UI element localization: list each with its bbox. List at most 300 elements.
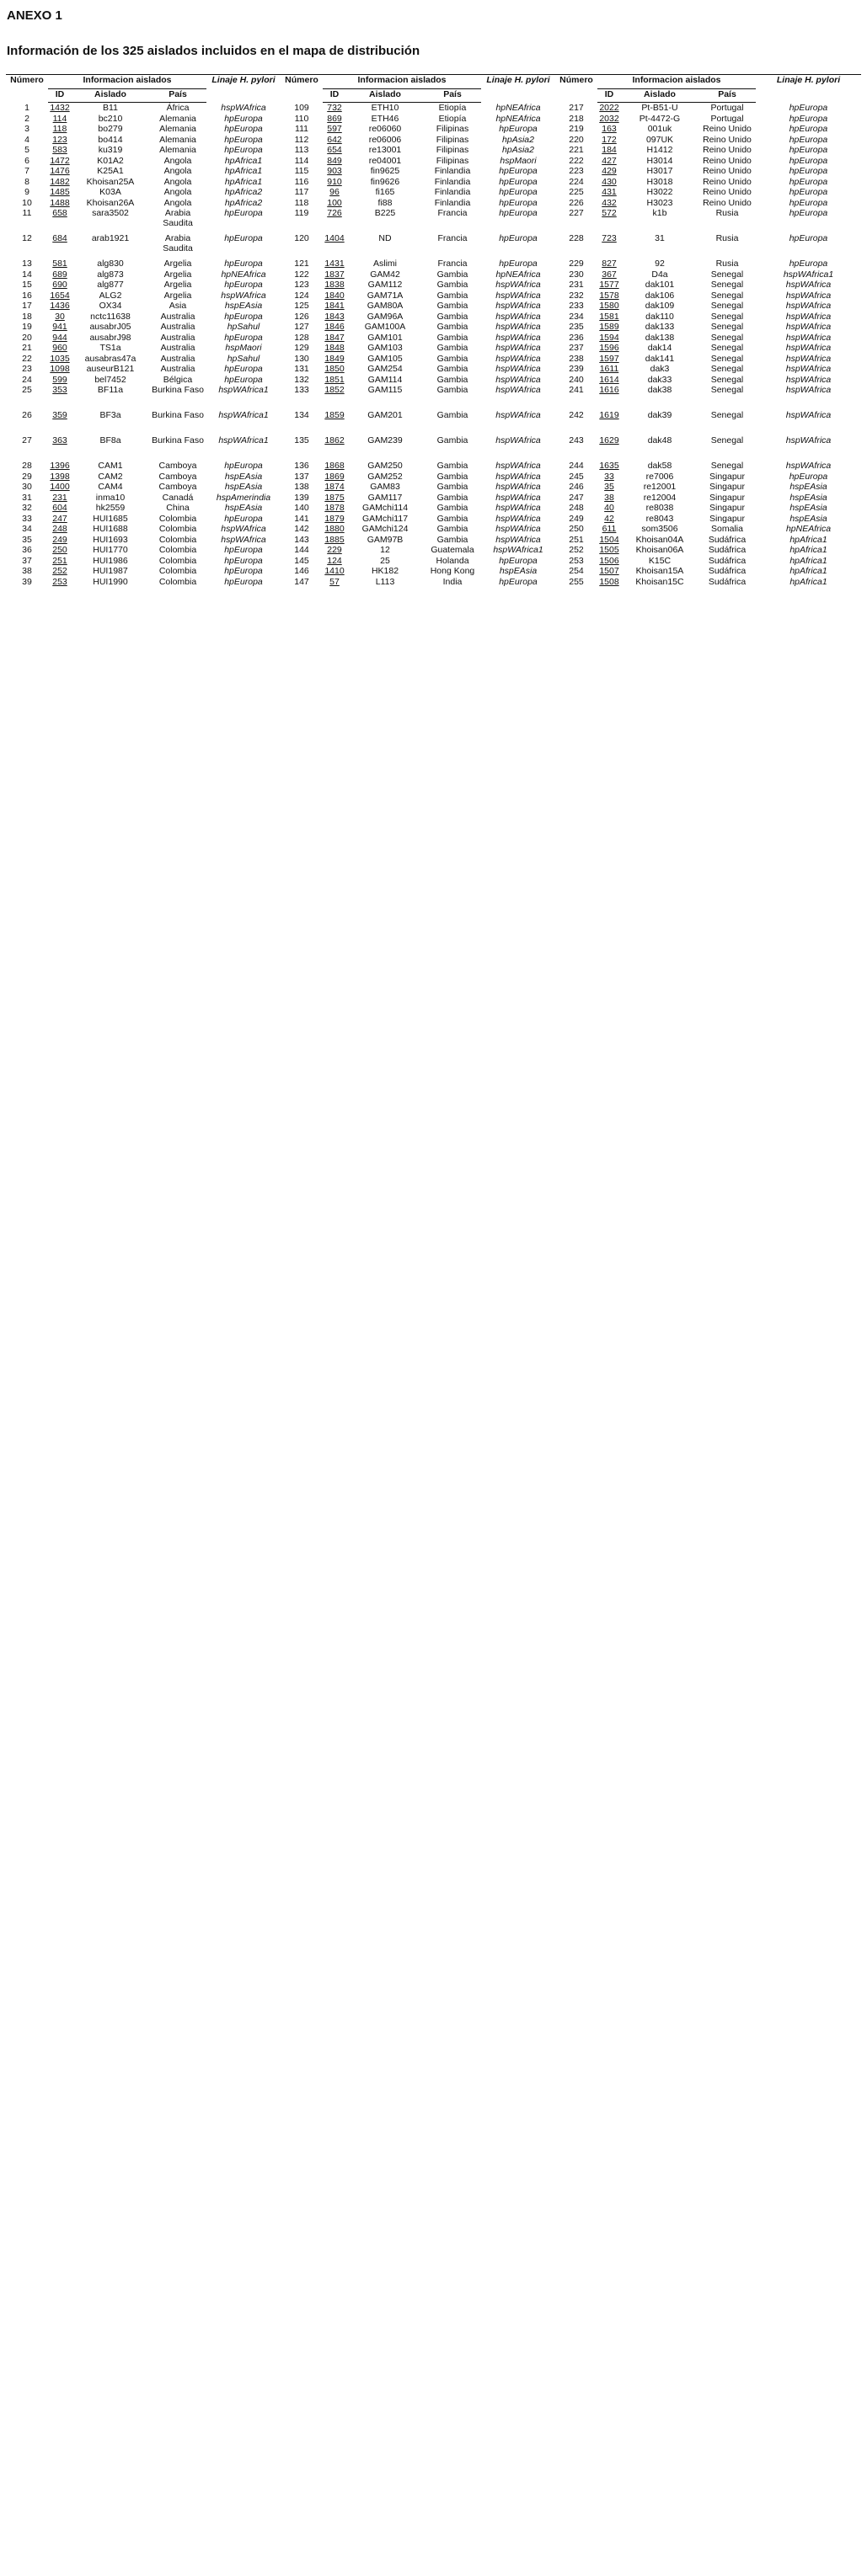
cell-number: 238 — [569, 353, 584, 364]
cell-id: 1581 — [599, 311, 619, 322]
cell-aislado: fi165 — [375, 187, 395, 197]
cell-linaje: hpEuropa — [224, 134, 263, 145]
cell-pais: Alemania — [159, 124, 196, 134]
cell-aislado: OX34 — [99, 301, 122, 311]
cell-id: 1476 — [50, 166, 70, 176]
header-pais-3: País — [698, 89, 756, 103]
cell-aislado: GAM103 — [367, 343, 403, 353]
cell-linaje: hpEuropa — [224, 124, 263, 134]
cell-aislado: dak14 — [647, 343, 672, 353]
cell-id: 229 — [327, 545, 342, 555]
cell-linaje: hpAfrica1 — [789, 555, 827, 566]
cell-linaje: hpEuropa — [789, 113, 828, 124]
cell-aislado: H3018 — [646, 176, 673, 187]
table-row — [6, 493, 861, 504]
table-row — [6, 385, 861, 410]
cell-number: 32 — [22, 503, 32, 513]
cell-id: 1885 — [324, 534, 345, 545]
cell-aislado: BF11a — [97, 385, 124, 395]
cell-pais: Australia — [160, 364, 195, 374]
cell-linaje: hpEuropa — [789, 259, 828, 269]
cell-number: 243 — [569, 435, 584, 445]
cell-pais: Senegal — [710, 280, 744, 290]
cell-aislado: re8038 — [645, 503, 674, 513]
cell-id: 1098 — [50, 364, 70, 374]
cell-linaje: hspEAsia — [789, 482, 827, 492]
table-row — [6, 545, 861, 556]
cell-aislado: GAMchi124 — [361, 524, 409, 534]
cell-pais: Alemania — [159, 113, 196, 124]
cell-linaje: hspWAfrica — [785, 353, 832, 364]
cell-id: 1597 — [599, 353, 619, 364]
cell-id: 42 — [604, 513, 614, 524]
cell-number: 112 — [294, 134, 309, 145]
cell-aislado: re04001 — [368, 155, 402, 166]
cell-aislado: ETH10 — [371, 103, 399, 113]
cell-linaje: hpNEAfrica — [785, 524, 832, 534]
cell-linaje: hpEuropa — [224, 513, 263, 524]
cell-linaje: hpAfrica1 — [224, 176, 263, 187]
cell-number: 33 — [22, 513, 32, 524]
cell-number: 29 — [22, 471, 32, 482]
cell-pais: Gambia — [436, 311, 468, 322]
cell-id: 1580 — [599, 301, 619, 311]
cell-id: 1879 — [324, 513, 345, 524]
cell-id: 1850 — [324, 364, 345, 374]
cell-aislado: CAM1 — [98, 461, 123, 471]
cell-pais: Gambia — [436, 301, 468, 311]
cell-id: 1619 — [599, 410, 619, 420]
cell-linaje: hpEuropa — [224, 545, 263, 555]
cell-linaje: hpEuropa — [789, 233, 828, 243]
cell-linaje: hpAfrica1 — [789, 566, 827, 576]
cell-linaje: hpAfrica1 — [224, 155, 263, 166]
cell-linaje: hspMaori — [225, 343, 262, 353]
cell-number: 220 — [569, 134, 584, 145]
cell-linaje: hspEAsia — [789, 492, 827, 503]
table-row — [6, 524, 861, 535]
cell-number: 2 — [24, 113, 29, 124]
cell-pais: Angola — [163, 197, 192, 208]
table-row — [6, 556, 861, 567]
table-row — [6, 291, 861, 301]
cell-id: 2032 — [599, 113, 619, 124]
cell-pais: Gambia — [436, 364, 468, 374]
cell-linaje: hspWAfrica — [495, 385, 541, 395]
cell-pais: Senegal — [710, 435, 744, 445]
cell-linaje: hspWAfrica — [221, 102, 266, 113]
table-row — [6, 114, 861, 125]
cell-aislado: dak110 — [645, 311, 674, 322]
cell-number: 227 — [569, 208, 584, 218]
cell-number: 5 — [24, 145, 29, 155]
cell-pais: Australia — [160, 322, 195, 332]
cell-pais: Somalia — [711, 524, 743, 534]
cell-linaje: hpEuropa — [789, 124, 828, 134]
cell-pais: Gambia — [436, 410, 468, 420]
table-row — [6, 124, 861, 135]
header-linaje-1: Linaje H. pylori — [206, 75, 281, 103]
cell-number: 24 — [22, 374, 32, 385]
cell-aislado: Khoisan25A — [86, 176, 135, 187]
cell-linaje: hpEuropa — [224, 461, 263, 471]
cell-aislado: nctc11638 — [90, 311, 131, 322]
cell-pais: Guatemala — [431, 545, 474, 555]
cell-number: 3 — [24, 124, 29, 134]
cell-pais: Etiopía — [438, 113, 467, 124]
cell-aislado: re8043 — [645, 513, 674, 524]
cell-linaje: hpEuropa — [499, 166, 538, 176]
cell-pais: Alemania — [159, 134, 196, 145]
cell-linaje: hpEuropa — [789, 208, 828, 218]
table-row — [6, 333, 861, 344]
cell-number: 14 — [22, 269, 32, 280]
cell-id: 252 — [52, 566, 67, 576]
cell-id: 40 — [604, 503, 614, 513]
header-pais-2: País — [424, 89, 481, 103]
cell-id: 1432 — [50, 103, 70, 113]
cell-pais: Senegal — [710, 269, 744, 280]
cell-number: 15 — [22, 280, 32, 290]
table-row — [6, 375, 861, 386]
cell-aislado: HUI1986 — [93, 555, 128, 566]
cell-aislado: re12001 — [643, 482, 677, 492]
cell-linaje: hpEuropa — [224, 311, 263, 322]
cell-aislado: HUI1770 — [93, 545, 128, 555]
header-info-2: Informacion aislados — [323, 75, 481, 89]
cell-aislado: Khoisan04A — [635, 534, 684, 545]
cell-number: 26 — [22, 410, 32, 420]
cell-linaje: hspWAfrica — [495, 322, 541, 332]
cell-number: 240 — [569, 374, 584, 385]
cell-number: 242 — [569, 410, 584, 420]
cell-id: 430 — [602, 176, 617, 187]
cell-aislado: dak39 — [647, 410, 672, 420]
cell-pais: Angola — [163, 155, 192, 166]
cell-number: 127 — [294, 322, 309, 332]
cell-number: 31 — [22, 492, 32, 503]
cell-number: 140 — [294, 503, 309, 513]
cell-pais: Finlandia — [434, 187, 471, 197]
cell-id: 572 — [602, 208, 617, 218]
cell-id: 1594 — [599, 332, 619, 343]
cell-pais: Filipinas — [436, 134, 469, 145]
cell-aislado: HUI1685 — [93, 513, 128, 524]
cell-number: 245 — [569, 471, 584, 482]
cell-id: 1635 — [599, 461, 619, 471]
cell-pais: Arabia Saudita — [163, 208, 193, 228]
cell-number: 6 — [24, 155, 29, 166]
cell-pais: Singapur — [709, 482, 746, 492]
cell-linaje: hspWAfrica1 — [783, 269, 834, 280]
cell-aislado: 25 — [380, 555, 390, 566]
table-row — [6, 280, 861, 291]
cell-number: 22 — [22, 353, 32, 364]
cell-linaje: hspWAfrica — [785, 374, 832, 385]
cell-linaje: hspWAfrica — [221, 534, 266, 545]
cell-linaje: hpEuropa — [499, 259, 538, 269]
cell-linaje: hpEuropa — [224, 280, 263, 290]
table-row — [6, 461, 861, 472]
header-linaje-2: Linaje H. pylori — [481, 75, 555, 103]
cell-number: 35 — [22, 534, 32, 545]
cell-linaje: hpEuropa — [789, 155, 828, 166]
cell-aislado: GAM114 — [367, 374, 403, 385]
cell-number: 229 — [569, 259, 584, 269]
cell-number: 143 — [294, 534, 309, 545]
cell-aislado: GAM115 — [367, 385, 403, 395]
cell-linaje: hpEuropa — [224, 208, 263, 218]
cell-linaje: hspWAfrica — [785, 332, 832, 343]
cell-linaje: hpEuropa — [499, 555, 538, 566]
cell-linaje: hspWAfrica — [221, 524, 266, 534]
cell-id: 1506 — [599, 555, 619, 566]
cell-aislado: alg830 — [97, 259, 124, 269]
cell-id: 231 — [52, 492, 67, 503]
cell-pais: Bélgica — [163, 374, 193, 385]
cell-pais: Gambia — [436, 482, 468, 492]
cell-number: 119 — [294, 208, 309, 218]
cell-id: 611 — [602, 524, 617, 534]
cell-number: 8 — [24, 176, 29, 187]
cell-pais: Gambia — [436, 269, 468, 280]
cell-linaje: hspWAfrica — [785, 311, 832, 322]
cell-id: 642 — [327, 134, 342, 145]
cell-number: 21 — [22, 343, 32, 353]
cell-number: 114 — [294, 155, 309, 166]
cell-aislado: arab1921 — [91, 233, 130, 243]
cell-aislado: H3014 — [646, 155, 673, 166]
cell-aislado: ausabrJ05 — [89, 322, 131, 332]
cell-pais: Canadá — [162, 492, 194, 503]
cell-aislado: L113 — [375, 576, 395, 587]
cell-aislado: dak101 — [645, 280, 675, 290]
cell-linaje: hspWAfrica — [495, 471, 541, 482]
cell-number: 241 — [569, 385, 584, 395]
header-numero-1: Número — [6, 75, 48, 103]
cell-pais: Sudáfrica — [708, 534, 747, 545]
cell-id: 1859 — [324, 410, 345, 420]
cell-aislado: GAMchi117 — [361, 513, 409, 524]
table-row — [6, 187, 861, 198]
table-row — [6, 514, 861, 525]
cell-pais: Reino Unido — [703, 155, 752, 166]
cell-pais: Colombia — [158, 524, 197, 534]
cell-pais: Gambia — [436, 461, 468, 471]
cell-aislado: HUI1990 — [93, 576, 128, 587]
cell-id: 1614 — [599, 374, 619, 385]
cell-id: 2022 — [599, 103, 619, 113]
cell-number: 38 — [22, 566, 32, 576]
cell-id: 1504 — [599, 534, 619, 545]
cell-number: 125 — [294, 301, 309, 311]
table-row — [6, 233, 861, 259]
table-row — [6, 322, 861, 333]
cell-linaje: hspWAfrica — [495, 364, 541, 374]
cell-id: 250 — [52, 545, 67, 555]
cell-number: 121 — [294, 259, 309, 269]
cell-aislado: dak141 — [645, 353, 675, 364]
table-row — [6, 177, 861, 188]
header-aislado-3: Aislado — [621, 89, 698, 103]
cell-pais: Rusia — [715, 259, 739, 269]
cell-aislado: Khoisan15A — [635, 566, 684, 576]
cell-id: 1874 — [324, 482, 345, 492]
cell-linaje: hpEuropa — [789, 176, 828, 187]
cell-linaje: hspWAfrica — [495, 492, 541, 503]
cell-linaje: hpAfrica1 — [789, 545, 827, 555]
cell-aislado: GAM252 — [367, 471, 403, 482]
cell-linaje: hspWAfrica1 — [218, 385, 269, 395]
cell-aislado: 097UK — [645, 134, 674, 145]
cell-number: 233 — [569, 301, 584, 311]
cell-pais: Reino Unido — [703, 187, 752, 197]
cell-aislado: dak3 — [650, 364, 670, 374]
cell-number: 255 — [569, 576, 584, 587]
cell-id: 172 — [602, 134, 617, 145]
cell-number: 117 — [294, 187, 309, 197]
cell-aislado: bo414 — [98, 134, 123, 145]
header-linaje-3: Linaje H. pylori — [756, 75, 861, 103]
cell-id: 684 — [52, 233, 67, 243]
cell-linaje: hspWAfrica1 — [493, 545, 543, 555]
cell-id: 248 — [52, 524, 67, 534]
cell-linaje: hspEAsia — [499, 566, 538, 576]
cell-number: 133 — [294, 385, 309, 395]
cell-pais: Gambia — [436, 332, 468, 343]
cell-number: 17 — [22, 301, 32, 311]
cell-aislado: bc210 — [98, 113, 123, 124]
cell-number: 23 — [22, 364, 32, 374]
cell-linaje: hpEuropa — [224, 233, 263, 243]
cell-linaje: hspWAfrica — [495, 374, 541, 385]
cell-pais: Gambia — [436, 435, 468, 445]
cell-pais: Colombia — [158, 545, 197, 555]
cell-linaje: hspWAfrica — [495, 503, 541, 513]
cell-pais: Angola — [163, 166, 192, 176]
cell-linaje: hspWAfrica — [495, 524, 541, 534]
table-row — [6, 343, 861, 354]
cell-number: 146 — [294, 566, 309, 576]
cell-number: 7 — [24, 166, 29, 176]
cell-linaje: hspWAfrica1 — [218, 435, 269, 445]
cell-aislado: K01A2 — [97, 155, 124, 166]
cell-number: 228 — [569, 233, 584, 243]
cell-aislado: GAM80A — [367, 301, 404, 311]
cell-linaje: hspWAfrica — [495, 311, 541, 322]
cell-linaje: hpEuropa — [789, 471, 828, 482]
cell-number: 120 — [294, 233, 309, 243]
cell-pais: Gambia — [436, 290, 468, 301]
header-info-3: Informacion aislados — [597, 75, 756, 89]
cell-id: 33 — [604, 471, 614, 482]
cell-number: 1 — [24, 102, 29, 113]
cell-id: 1400 — [50, 482, 70, 492]
cell-aislado: GAM100A — [364, 322, 406, 332]
cell-aislado: GAMchi114 — [361, 503, 409, 513]
cell-aislado: fin9625 — [370, 166, 400, 176]
cell-pais: Gambia — [436, 280, 468, 290]
cell-id: 432 — [602, 197, 617, 208]
cell-number: 134 — [294, 410, 309, 420]
cell-linaje: hpAfrica1 — [789, 534, 827, 545]
cell-number: 116 — [294, 176, 309, 187]
cell-pais: Rusia — [715, 233, 739, 243]
cell-linaje: hspWAfrica — [495, 482, 541, 492]
cell-pais: Etiopía — [438, 103, 467, 113]
cell-linaje: hpNEAfrica — [495, 102, 541, 113]
cell-pais: Senegal — [710, 311, 744, 322]
table-row — [6, 566, 861, 577]
cell-number: 236 — [569, 332, 584, 343]
cell-id: 1431 — [324, 259, 345, 269]
cell-number: 138 — [294, 482, 309, 492]
cell-id: 1869 — [324, 471, 345, 482]
cell-linaje: hpEuropa — [224, 364, 263, 374]
cell-aislado: auseurB121 — [86, 364, 135, 374]
cell-pais: Senegal — [710, 301, 744, 311]
cell-aislado: 92 — [655, 259, 665, 269]
table-row — [6, 410, 861, 435]
cell-id: 96 — [329, 187, 340, 197]
cell-id: 118 — [52, 124, 67, 134]
cell-linaje: hpEuropa — [789, 197, 828, 208]
cell-aislado: re12004 — [643, 492, 677, 503]
cell-pais: Australia — [160, 353, 195, 364]
cell-linaje: hspWAfrica — [495, 461, 541, 471]
cell-pais: Singapur — [709, 503, 746, 513]
cell-aislado: HUI1688 — [93, 524, 128, 534]
table-row — [6, 145, 861, 156]
cell-id: 38 — [604, 492, 614, 503]
cell-id: 849 — [327, 155, 342, 166]
cell-linaje: hspWAfrica — [785, 301, 832, 311]
cell-number: 239 — [569, 364, 584, 374]
cell-aislado: GAM239 — [367, 435, 403, 445]
cell-pais: Senegal — [710, 343, 744, 353]
cell-pais: Camboya — [158, 471, 197, 482]
cell-pais: Arabia Saudita — [163, 233, 193, 253]
cell-linaje: hpSahul — [227, 353, 260, 364]
cell-id: 1611 — [599, 364, 619, 374]
cell-pais: Gambia — [436, 513, 468, 524]
cell-aislado: GAM105 — [367, 353, 403, 364]
cell-linaje: hpNEAfrica — [495, 269, 541, 280]
cell-aislado: alg877 — [97, 280, 124, 290]
cell-aislado: H1412 — [646, 145, 673, 155]
cell-linaje: hpEuropa — [499, 208, 538, 218]
cell-aislado: 31 — [655, 233, 665, 243]
cell-pais: Sudáfrica — [708, 545, 747, 555]
cell-number: 16 — [22, 290, 32, 301]
cell-number: 248 — [569, 503, 584, 513]
cell-id: 723 — [602, 233, 617, 243]
cell-aislado: dak109 — [645, 301, 675, 311]
cell-aislado: HK182 — [371, 566, 399, 576]
cell-aislado: ND — [378, 233, 392, 243]
cell-number: 18 — [22, 311, 32, 322]
cell-number: 219 — [569, 124, 584, 134]
cell-aislado: D4a — [651, 269, 668, 280]
cell-aislado: dak138 — [645, 332, 675, 343]
cell-pais: Angola — [163, 176, 192, 187]
cell-number: 37 — [22, 555, 32, 566]
cell-aislado: Pt-4472-G — [639, 113, 681, 124]
cell-pais: China — [166, 503, 190, 513]
cell-id: 869 — [327, 113, 342, 124]
cell-aislado: hk2559 — [95, 503, 126, 513]
cell-aislado: GAM112 — [367, 280, 403, 290]
